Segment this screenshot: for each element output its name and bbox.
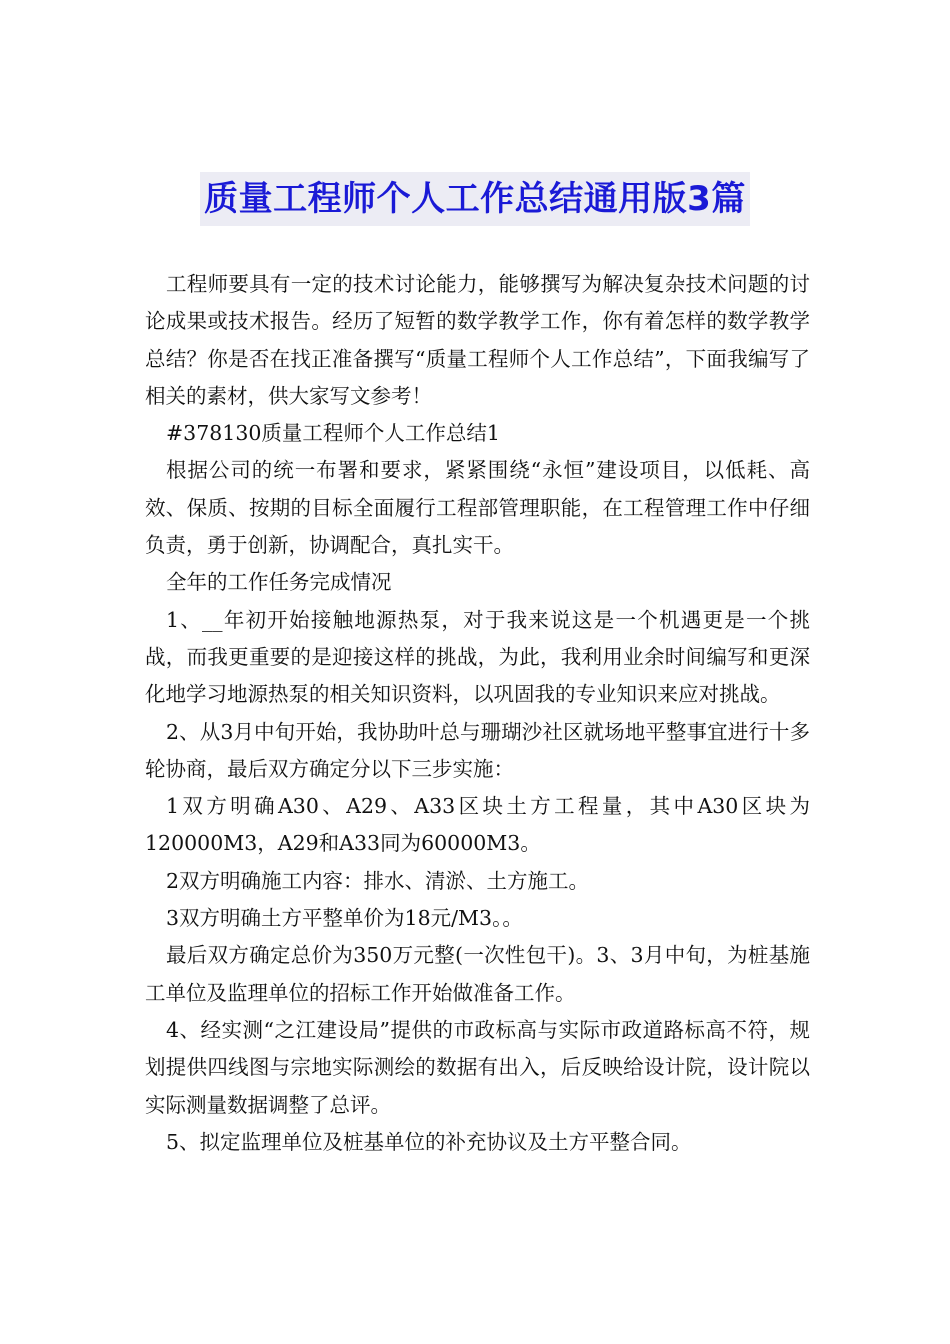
title-block	[0, 172, 950, 226]
paragraph-intro: 工程师要具有一定的技术讨论能力，能够撰写为解决复杂技术问题的讨论成果或技术报告。经历了短暂的数学教学工作，你有着怎样的数学教学总结？你是否在找正准备撰写“质量工程师个人工作总结”，下面我编写了相关的素材，供大家写文参考！	[145, 272, 810, 408]
paragraph-item-4: 4、经实测“之江建设局”提供的市政标高与实际市政道路标高不符，规划提供四线图与宗地实际测绘的数据有出入，后反映给设计院，设计院以实际测量数据调整了总评。	[145, 1017, 810, 1117]
paragraph-subitem-2: 2双方明确施工内容：排水、清淤、土方施工。	[166, 868, 590, 893]
paragraph-item-1: 1、__年初开始接触地源热泵，对于我来说这是一个机遇更是一个挑战，而我更重要的是迎接这样的挑战，为此，我利用业余时间编写和更深化地学习地源热泵的相关知识资料，以巩固我的专业知识来应对挑战。	[145, 607, 810, 707]
paragraph-subitem-1: 1双方明确A30、A29、A33区块土方工程量，其中A30区块为120000M3，A29和A33同为60000M3。	[145, 794, 810, 856]
paragraph-item-5: 5、拟定监理单位及桩基单位的补充协议及土方平整合同。	[166, 1129, 692, 1154]
paragraph-section-heading: #378130质量工程师个人工作总结1	[166, 421, 500, 446]
paragraph-item-3: 最后双方确定总价为350万元整(一次性包干)。3、3月中旬，为桩基施工单位及监理单位的招标工作开始做准备工作。	[145, 943, 810, 1005]
paragraph: 根据公司的统一布署和要求，紧紧围绕“永恒”建设项目，以低耗、高效、保质、按期的目标全面履行工程部管理职能，在工程管理工作中仔细负责，勇于创新，协调配合，真扎实干。	[145, 458, 810, 558]
document-body	[145, 266, 810, 1161]
paragraph-subitem-3: 3双方明确土方平整单价为18元/M3。。	[166, 906, 523, 931]
document-title: 质量工程师个人工作总结通用版3篇	[200, 172, 750, 226]
paragraph-item-2: 2、从3月中旬开始，我协助叶总与珊瑚沙社区就场地平整事宜进行十多轮协商，最后双方确定分以下三步实施：	[145, 719, 810, 781]
paragraph-subheading: 全年的工作任务完成情况	[166, 570, 392, 595]
